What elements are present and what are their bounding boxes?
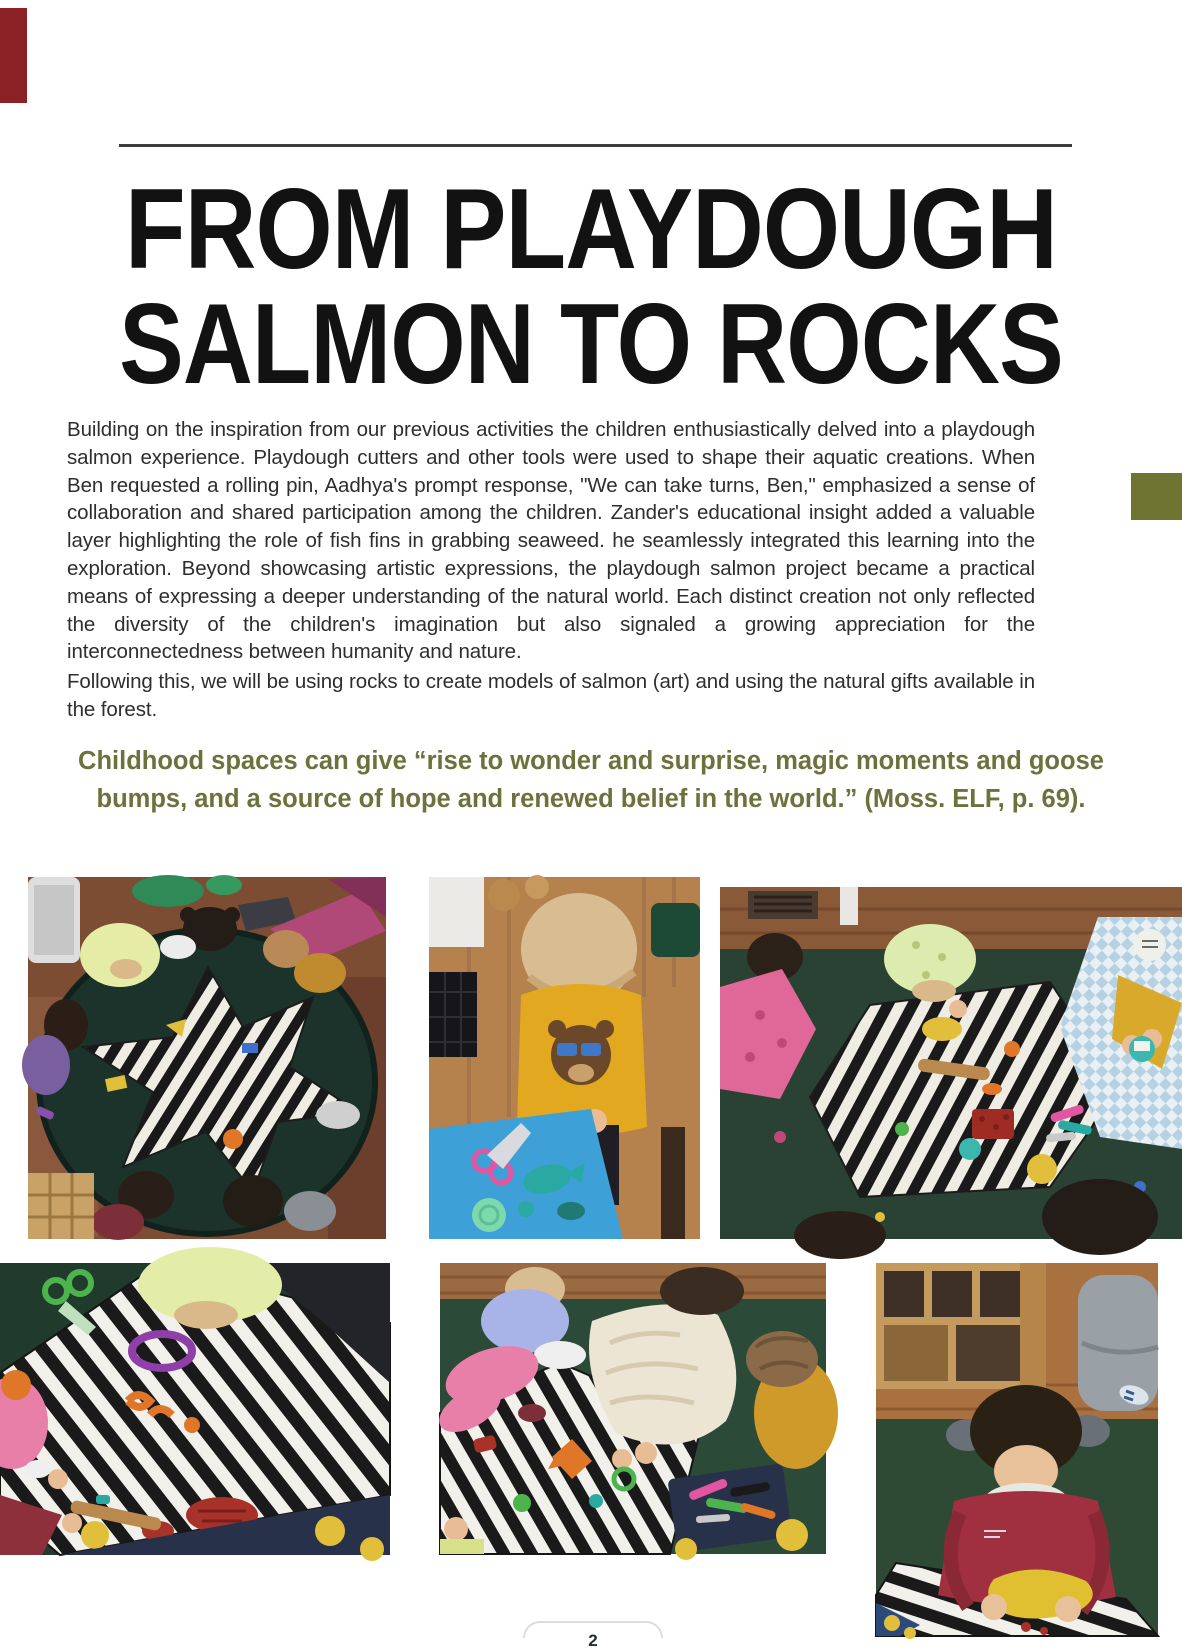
page-title [0,166,1182,408]
photo-boy-yellow-dough [876,1263,1158,1636]
title-line-2: SALMON TO ROCKS [119,281,1063,408]
photo-girl-blue-table [429,877,700,1239]
photo-child-chevron-mat [0,1263,390,1555]
followup-paragraph: Following this, we will be using rocks to create models of salmon (art) and using the natural gifts available in the forest. [67,670,1035,721]
title-line-1: FROM PLAYDOUGH [125,166,1057,293]
quote-block [51,742,1131,818]
photo-toddler-and-teacher [440,1263,826,1554]
photo-group-striped-mat [720,887,1182,1239]
quote-line-1: Childhood spaces can give “rise to wonder and surprise, magic moments and goose [78,747,1104,775]
intro-paragraph: Building on the inspiration from our previous activities the children enthusiastically delved into a playdough salmon experience. Playdough cutters and other tools were used to shape their aquatic creations. When Ben requested a rolling pin, Aadhya's prompt response, "We can take turns, Ben," emphasized a sense of collaboration and shared participation among the children. Zander's educational insight added a valuable layer highlighting the role of fish fins in grabbing seaweed. he seamlessly integrated this learning into the exploration. Beyond showcasing artistic expressions, the playdough salmon project became a practical means of expressing a deeper understanding of the natural world. Each distinct creation not only reflected the diversity of the children's imagination but also signaled a growing appreciation for the interconnectedness between humanity and nature. [67,418,1035,664]
title-rule [119,144,1072,147]
olive-accent-block [1131,473,1182,520]
page-number-digit: 2 [588,1631,598,1650]
quote-line-2: bumps, and a source of hope and renewed belief in the world.” (Moss. ELF, p. 69). [96,785,1086,813]
page-number-pill[interactable] [523,1621,663,1650]
red-accent-bar [0,8,27,103]
photo-circle-rug-overhead [28,877,386,1239]
